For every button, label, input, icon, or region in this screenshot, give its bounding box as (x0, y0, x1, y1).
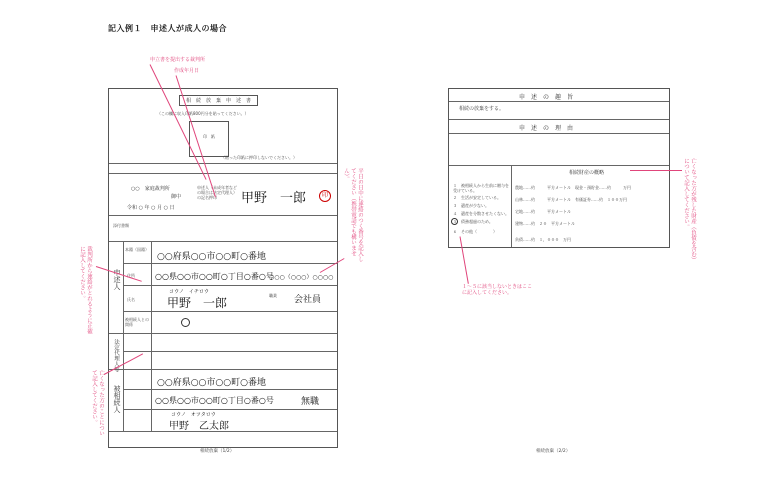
court-suffix: 御中 (171, 194, 182, 200)
relation-choice-circle (181, 318, 190, 327)
label-relation: 被相続人との関係 (125, 317, 149, 327)
applicant-address: ○○県○○市○○町○丁目○番○号 (155, 272, 274, 281)
stamp-label: 印 紙 (203, 134, 215, 139)
applicant-name: 甲野 一郎 (167, 296, 228, 310)
applicant-signature: 甲野 一郎 (241, 191, 307, 206)
deceased-honseki: ○○府県○○市○○町○番地 (157, 378, 266, 388)
property-row-2: 山林……約 平方メートル 有価証券……約 １００万円 (515, 197, 627, 202)
applicant-honseki: ○○府県○○市○○町○番地 (157, 252, 266, 262)
reason-3: ３ 遺産が少ない。 (453, 203, 489, 208)
deceased-occupation: 無職 (301, 397, 320, 407)
note-same-day: 平日の日中に連絡のつく番号を記入してください（携帯電話でも構いません）。 (343, 168, 363, 262)
reason-6: ６ その他（ ） (453, 229, 497, 234)
leader-property (630, 170, 682, 171)
reason-1: １ 被相続人から生前に贈与を受けている。 (453, 183, 509, 193)
reason-5: ５ 債務超過のため。 (453, 219, 493, 224)
legal-rep-section-label: 法定代理人等 (113, 339, 119, 372)
applicant-phone: ○○○（○○○）○○○○ (269, 274, 334, 281)
property-row-3: 宅地……約 平方メートル (515, 209, 571, 214)
applicant-furigana: コウノ イチロウ (169, 289, 209, 295)
property-row-1: 農地……約 平方メートル 現金・預貯金……約 万円 (515, 185, 631, 190)
stamp-note-2: （貼った印紙に押印しないでください。） (221, 155, 297, 160)
reason-2: ２ 生活が安定している。 (453, 195, 501, 200)
right-form-sheet (448, 88, 670, 248)
purpose-title: 申 述 の 趣 旨 (519, 94, 574, 101)
left-form-sheet (108, 88, 338, 448)
label-honseki: 本籍（国籍） (125, 247, 149, 252)
deceased-name: 甲野 乙太郎 (169, 421, 229, 432)
page-title: 記入例１ 申述人が成人の場合 (108, 24, 227, 33)
note-property: 亡くなった方が残した財産（負債を含む）について記入してください。 (683, 158, 696, 260)
left-form-title: 相 続 放 棄 申 述 書 (179, 95, 258, 106)
left-footer: 相続放棄（1/2） (200, 449, 235, 454)
date-line: 令和 ○ 年 ○ 月 ○ 日 (127, 205, 175, 211)
reason-4: ４ 遺産を分散させたくない。 (453, 211, 509, 216)
court-name: ○○ 家庭裁判所 (131, 186, 170, 192)
deceased-address: ○○県○○市○○町○丁目○番○号 (155, 396, 274, 405)
seal-mark: 印 (319, 190, 331, 202)
note-date: 作成年月日 (174, 68, 200, 74)
applicant-section-label: 申述人 (113, 269, 121, 290)
stamp-note: （この欄に収入印紙800円分を貼ってください。） (157, 111, 249, 116)
note-address-mail: 裁判所から連絡がとれるように正確に記入してください。 (79, 246, 92, 334)
deceased-furigana: コウノ オツタロウ (171, 412, 216, 418)
sig-label: 申述人（未成年者などの場合は法定代理人）の記名押印 (197, 185, 237, 200)
purpose-text: 相続の放棄をする。 (459, 106, 505, 112)
reason-title: 申 述 の 理 由 (519, 125, 574, 132)
attachments-label: 添付書類 (113, 223, 129, 228)
label-address: 住所 (127, 273, 135, 278)
right-footer: 相続放棄（2/2） (536, 449, 571, 454)
property-title: 相続財産の概略 (569, 170, 605, 176)
note-reason: １～５に該当しないときはここに記入してください。 (462, 284, 533, 296)
note-court: 申立書を提出する裁判所 (150, 57, 206, 63)
label-name: 氏名 (127, 297, 135, 302)
property-row-5: 負債……約 １，０００ 万円 (515, 237, 571, 242)
property-row-4: 建物……約 ２０ 平方メートル (515, 221, 575, 226)
label-occupation: 職業 (269, 293, 277, 298)
note-deceased: 亡くなった方のことについて記入してください。 (91, 370, 104, 436)
stamp-box (189, 121, 229, 157)
applicant-occupation: 会社員 (294, 295, 322, 305)
deceased-section-label: 被相続人 (113, 385, 121, 413)
